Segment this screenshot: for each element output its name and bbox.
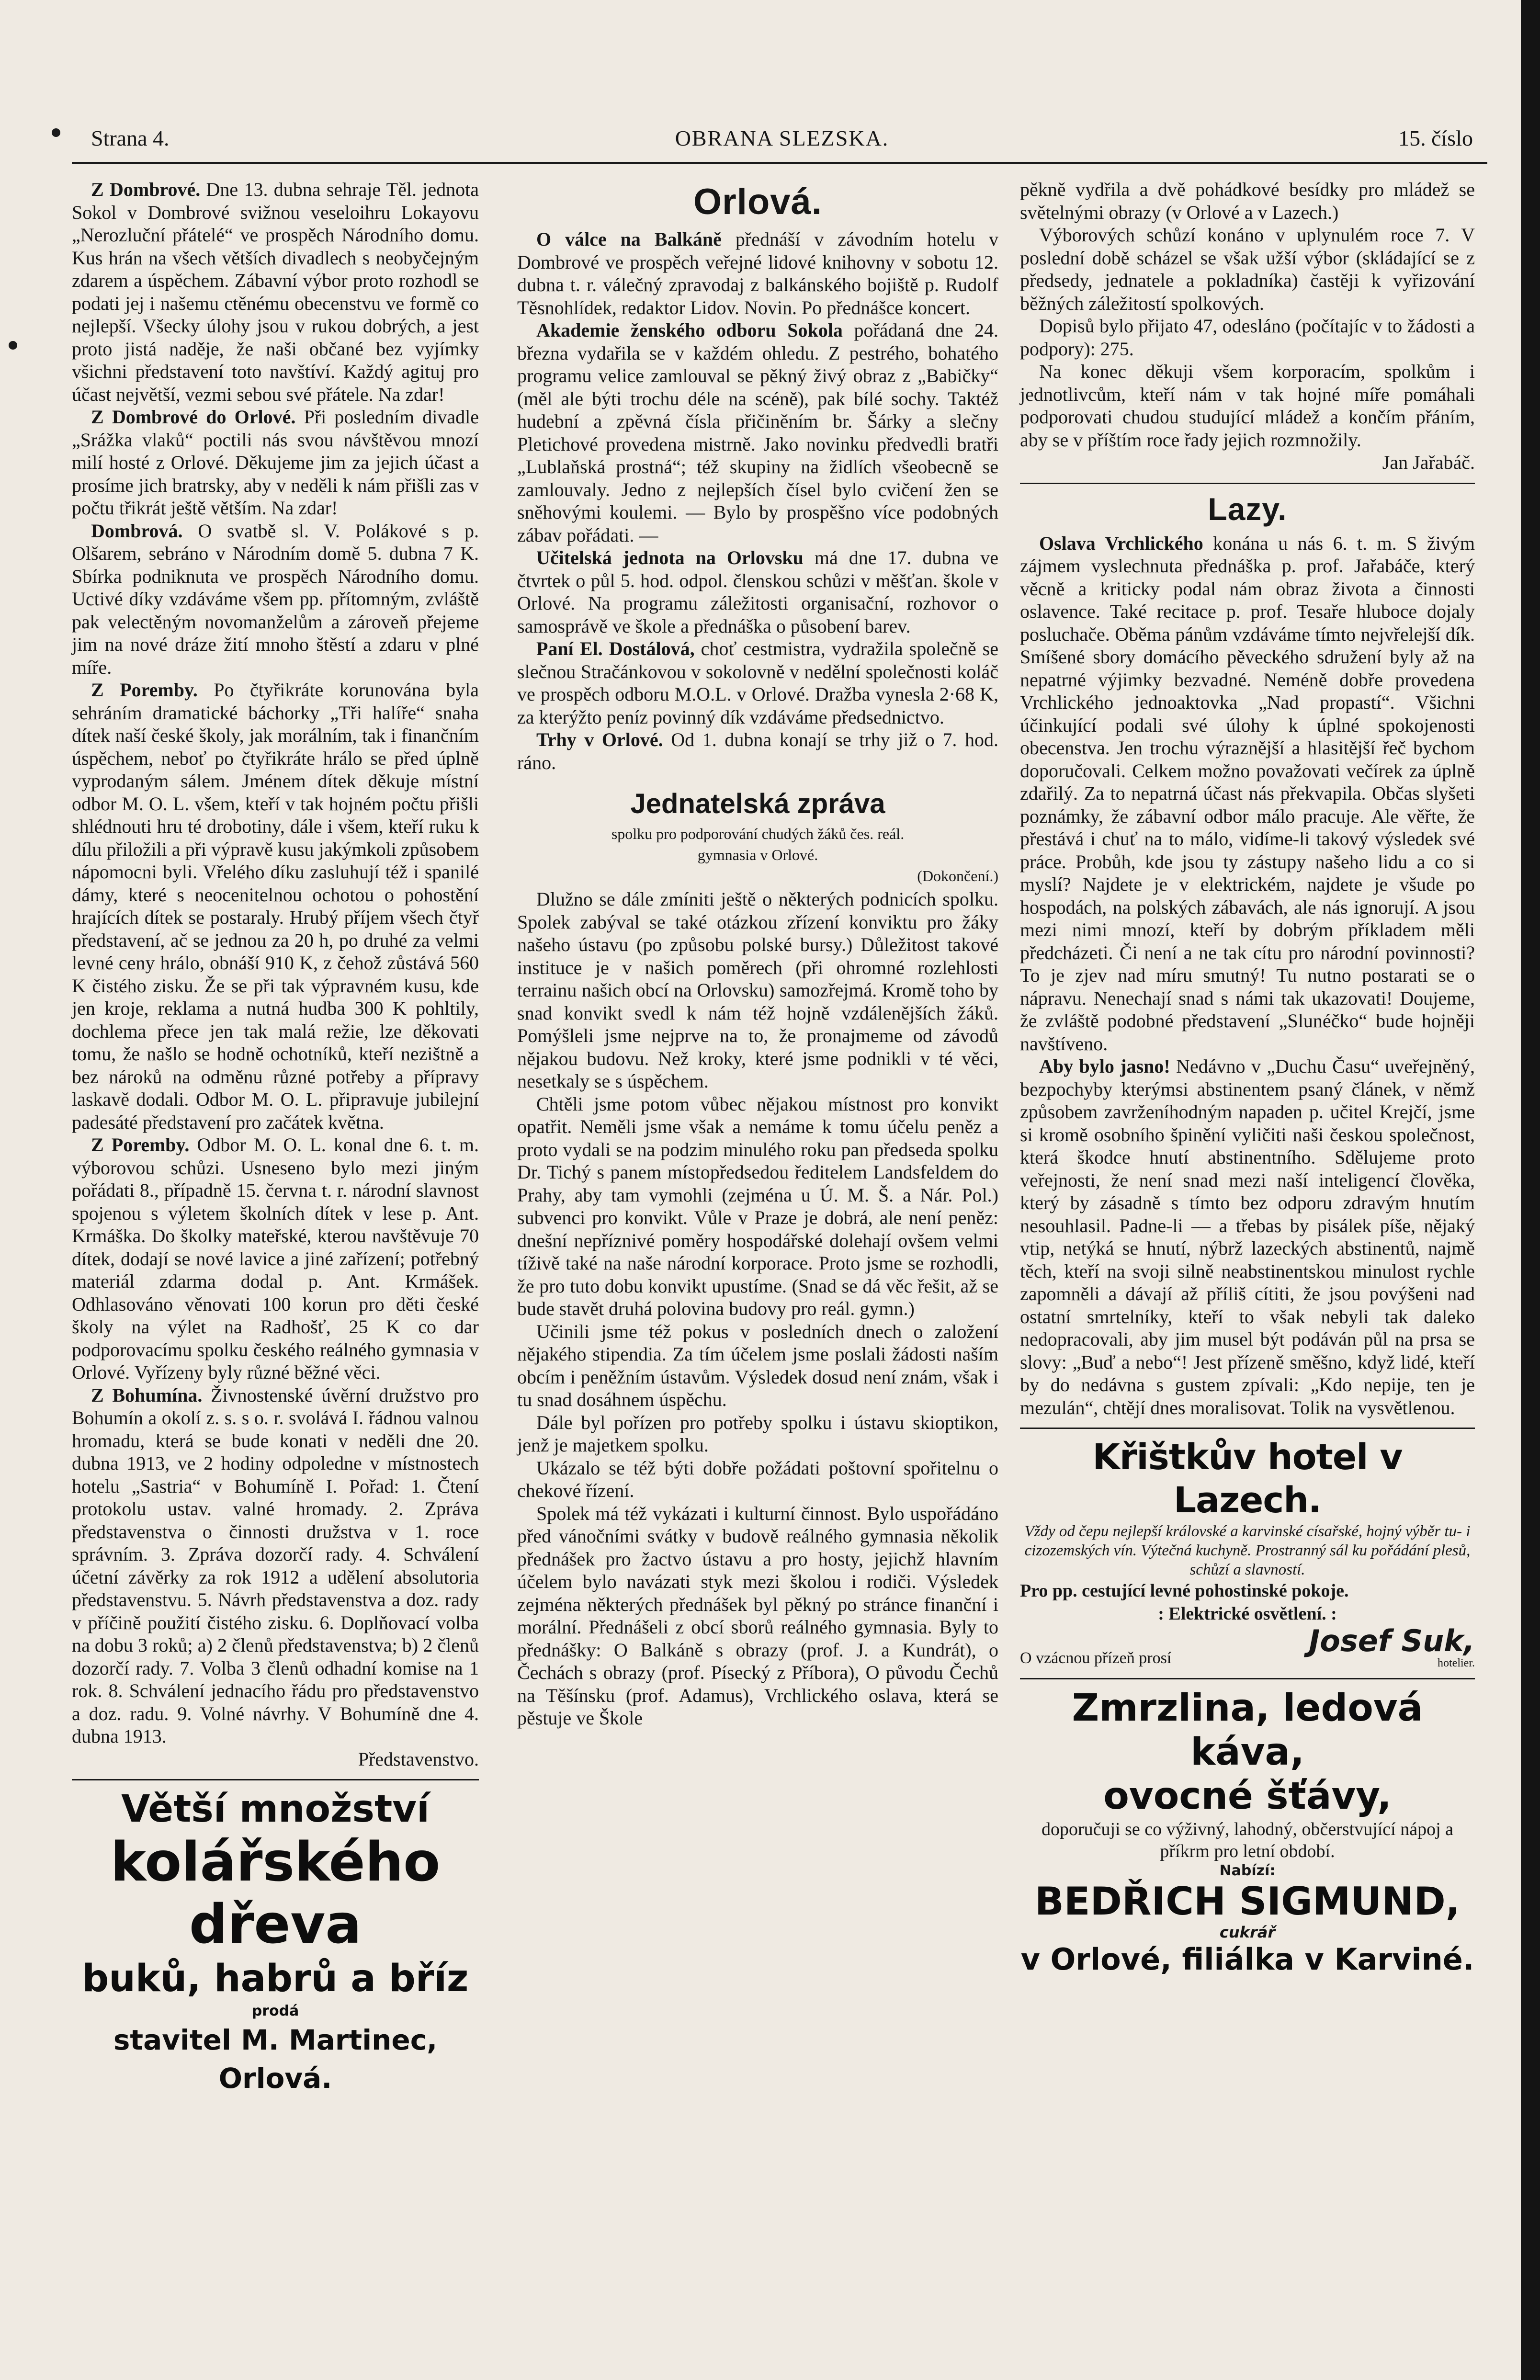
section-heading-orlova: Orlová.	[693, 181, 822, 222]
report-paragraph: Výborových schůzí konáno v uplynulém roce 7. V poslední době scházel se však užší výbor (skládající se z předsedy, jednatele a pokladníka) častěji k vyřizování běžných záležitostí spolkových.	[1020, 224, 1475, 314]
signature-jarabac: Jan Jařabáč.	[1382, 452, 1475, 473]
advert-zmrzlina-title: Zmrzlina, ledová káva,	[1072, 1687, 1423, 1774]
divider	[1020, 1678, 1475, 1679]
article-akademie: Akademie ženského odboru Sokola pořádaná dne 24. března vydařila se v každém ohledu. Z pestrého, bohatého programu velice zamlouval se pěkný živý obraz z „Babičky“ (měl ale býti trochu déle na scéně), pak bílé sochy. Taktéž hudební a zpěvná čísla přičiněním br. Šárky a slečny Pletichové provedena mistrně. Jako novinku předvedli bratři „Lublaňská prostná“; též skupiny na židlích všeobecně se zamlouvaly. Jedno z nejlepších čísel bylo cvičení žen se sněhovými koulemi. — Bylo by prospěšno více podobných zábav pořádati. —	[517, 319, 999, 546]
advert-zmrzlina-location: v Orlové, filiálka v Karviné.	[1020, 1942, 1474, 1977]
advert-hotel-title: Křištkův hotel v Lazech.	[1092, 1437, 1403, 1521]
signature-predstavenstvo: Představenstvo.	[358, 1748, 479, 1770]
divider	[1020, 1428, 1475, 1429]
punch-hole-mark	[9, 341, 17, 350]
article-ucitelska-jednota: Učitelská jednota na Orlovsku má dne 17. dubna ve čtvrtek o půl 5. hod. odpol. členskou schůzi v měšťan. škole v Orlové. Na programu záležitosti organisační, rozhovor o samosprávě ve škole a přednáška o působení barev.	[517, 547, 998, 637]
column-middle	[517, 178, 998, 1730]
report-paragraph: Na konec děkuji všem korporacím, spolkům i jednotlivcům, kteří nám v tak hojné míře pomáhali podporovati chudou studující mládež a končím přáním, aby se v příštím roce řady jejich rozmnožily.	[1020, 361, 1475, 451]
divider	[72, 1779, 479, 1780]
ad-line-3: buků, habrů a bříz	[82, 1957, 469, 2000]
advert-hotel-owner: Josef Suk,	[1309, 1623, 1475, 1658]
masthead-title: OBRANA SLEZSKA.	[675, 126, 889, 150]
subheading-1: spolku pro podporování chudých žáků čes. reál.	[611, 825, 905, 842]
report-continued: pěkně vydřila a dvě pohádkové besídky pro mládež se světelnými obrazy (v Orlové a v Lazech.)	[1020, 179, 1475, 223]
article-bohumin: Z Bohumína. Živnostenské úvěrní družstvo pro Bohumín a okolí z. s. s o. r. svolává I. řádnou valnou hromadu, která se bude konati v neděli dne 20. dubna 1913, ve 2 hodiny odpoledne v místnostech hotelu „Sastria“ v Bohumíně I. Pořad: 1. Čtení protokolu ustav. valné hromady. 2. Zpráva představenstva o činnosti družstva v 1. roce správním. 3. Zpráva dozorčí rady. 4. Schválení účetní závěrky za rok 1912 a udělení absolutoria představenstvu. 5. Návrh představenstva a doz. rady v příčině použití čistého zisku. 6. Doplňovací volba na dobu 3 roků; a) 2 členů představenstva; b) 2 členů dozorčí rady. 7. Volba 3 členů odhadní komise na 1 rok. 8. Schválení jednacího řádu pro představenstvo a doz. radu. 9. Volné návrhy. V Bohumíně dne 4. dubna 1913.	[72, 1384, 479, 1747]
header-rule	[72, 162, 1487, 164]
section-heading-jednatelska: Jednatelská zpráva	[630, 788, 885, 819]
advert-zmrzlina-title-2: ovocné šťávy,	[1103, 1775, 1392, 1818]
advert-hotel-text: Vždy od čepu nejlepší královské a karvinské císařské, hojný výběr tu- i cizozemských vín. Výtečná kuchyně. Prostranný sál ku pořádání plesů, schůzí a slavností.	[1024, 1523, 1471, 1578]
advert-zmrzlina-nabizi: Nabízí:	[1219, 1862, 1276, 1879]
advert-martinec	[72, 1787, 479, 2097]
column-right	[1020, 178, 1475, 1978]
ad-line-2: kolářského dřeva	[110, 1831, 441, 1956]
report-paragraph: Spolek má též vykázati i kulturní činnost. Bylo uspořádáno před vánočními svátky v budově reálného gymnasia několik přednášek pro žactvo ústavu a pro hosty, jejichž hlavním účelem bylo navázati styk mezi školou i rodiči. Výsledek zejména některých přednášek byl pěkný po stránce finanční i morální. Přednášeli z obcí sborů reálného gymnasia. Byly to přednášky: O Balkáně s obrazy (prof. J. a Kundrát), o Čechách s obrazy (prof. Písecký z Příbora), O původu Čechů na Těšínsku (prof. Adamus), Vrchlického oslava, která se pěstuje ve Škole	[517, 1502, 998, 1729]
article-oslava: Oslava Vrchlického konána u nás 6. t. m. S živým zájmem vyslechnuta přednáška p. prof. Jařabáče, který věcně a kriticky podal nám obraz života a činnosti oslavence. Také recitace p. prof. Tesaře hluboce dojaly posluchače. Oběma pánům vzdáváme tímto nejvřelejší dík. Smíšené sbory domácího pěveckého sdružení byly až na nepatrné výjimky bezvadné. Neméně dobře provedena Vrchlického jednoaktovka „Nad propastí“. Všichni účinkující podali své úlohy k úplné spokojenosti obecenstva. Jen trochu výraznější a hlasitější řeč bychom doporučovali. Celkem možno považovati večírek za úplně zdařilý. Za to nepatrná účast nás překvapila. Občas slyšeti poznámky, že zábavní odbor málo pracuje. Ale věřte, že přestává i chuť na to málo, vidíme-li takový výsledek své práce. Probůh, kde jsou ty zástupy našeho lidu a co si myslí? Najdete je v elektrickém, najdete je všude po hospodách, na polských zábavách, ale nás ignorují. A jsou mezi nimi mnozí, kteří by dobrým příkladem měli předcházeti. Či není a ne tak cítu pro národní povinnosti? To je zjev nad míru smutný! Tu nutno postarati se o nápravu. Nenechají snad s námi tak ukazovati! Doujeme, že zvláště podobné představení „Slunéčko“ bude hojněji navštíveno.	[1020, 532, 1475, 1054]
article-trhy: Trhy v Orlové. Od 1. dubna konají se trhy již o 7. hod. ráno.	[517, 729, 999, 773]
report-paragraph: Chtěli jsme potom vůbec nějakou místnost pro konvikt opatřit. Neměli jsme však a nemáme k tomu účelu peněz a proto vydali se na podzim minulého roku pan předseda spolku Dr. Tichý s panem místopředsedou ředitelem Landsfeldem do Prahy, aby tam vymohli (zejména u Ú. M. Š. a Nár. Pol.) subvenci pro konvikt. Vůle v Praze je dobrá, ale není peněz: dnešní nepříznivé poměry hospodářské dolehají ovšem velmi tíživě také na naše národní korporace. Proto jsme se rozhodli, že pro tuto dobu konvikt upustíme. (Snad se dá věc řešit, až se bude stavět druhá polovina budovy pro reál. gymn.)	[517, 1093, 998, 1319]
subheading-2: gymnasia v Orlové.	[697, 846, 818, 863]
page-header	[91, 125, 1473, 159]
article-valka-balkan: O válce na Balkáně přednáší v závodním hotelu v Dombrové ve prospěch veřejné lidové knihovny v sobotu 12. dubna t. r. válečný zpravodaj z balkánského bojiště p. Rudolf Těsnohlídek, redaktor Lidov. Novin. Po přednášce koncert.	[517, 228, 998, 318]
article-dombrova-svatba: Dombrová. O svatbě sl. V. Polákové s p. Olšarem, sebráno v Národním domě 5. dubna 7 K. Sbírka podniknuta ve prospěch Národního domu. Uctivé díky vzdáváme všem pp. přítomným, zvláště pak velectěným novomanželům a zároveň přejeme jim na nové dráze žití mnoho štěstí a zdaru v plné míře.	[72, 520, 479, 678]
article-dostalova: Paní El. Dostálová, choť cestmistra, vydražila společně se slečnou Stračánkovou v sokolovně v nedělní společnosti koláč ve prospěch odboru M.O.L. v Orlové. Dražba vynesla 2·68 K, za kterýžto peníz povinný dík vzdáváme předsednictvo.	[517, 638, 998, 728]
advert-hotel-request: O vzácnou přízeň prosí	[1020, 1649, 1172, 1667]
advert-hotel-role: hotelier.	[1438, 1657, 1475, 1669]
advert-zmrzlina-role: cukrář	[1219, 1923, 1276, 1941]
report-paragraph: Dále byl pořízen pro potřeby spolku i ústavu skioptikon, jenž je majetkem spolku.	[517, 1411, 998, 1456]
scan-edge	[1521, 0, 1540, 2380]
section-heading-lazy: Lazy.	[1208, 491, 1287, 527]
article-dombrova: Z Dombrové. Dne 13. dubna sehraje Těl. jednota Sokol v Dombrové svižnou veseloihru Lokayovu „Nerozluční přátelé“ ve prospěch Národního domu. Kus hrán na všech větších divadlech s neobyčejným zdarem a úspěchem. Zábavní výbor proto rozhodl se podati jej i našemu ctěnému obecenstvu ve formě co nejlepší. Všecky úlohy jsou v rukou dobrých, a jest proto jistá naděje, že naši občané bez vyjímky všichni představení toto navštíví. Každý agituj pro účast největší, vezmi sebou své přátele. Na zdar!	[72, 179, 479, 405]
report-paragraph: Dopisů bylo přijato 47, odesláno (počítajíc v to žádosti a podpory): 275.	[1020, 315, 1475, 360]
report-paragraph: Učinili jsme též pokus v posledních dnech o založení nějakého stipendia. Za tím účelem jsme poslali žádosti naším obcím i peněžním ústavům. Výsledek dosud není znám, však i tu snad dosáhnem úspěchu.	[517, 1320, 998, 1410]
page-number: Strana 4.	[91, 126, 170, 150]
advert-hotel-rooms: Pro pp. cestující levné pohostinské pokoje.	[1020, 1581, 1349, 1601]
article-aby-bylo-jasno: Aby bylo jasno! Nedávno v „Duchu Času“ uveřejněný, bezpochyby kterýmsi abstinentem psaný článek, v němž způsobem zavrženíhodným napaden p. učitel Krejčí, jsme si kromě osobního špinění vyličiti naši českou společnost, která škodce hnutí abstinentního. Sdělujeme proto veřejnosti, že není snad mezi naší inteligencí člověka, který by zásadně s tímto bez odporu zdravým hnutím nesouhlasil. Padne-li — a třebas by pisálek píše, nějaký vtip, netýká se hnutí, nýbrž lazeckých abstinentů, najmě těch, kteří na svoji silně neabstinentskou minulost rychle zapomněli a dávají až příliš cítiti, že jsou povýšeni nad ostatní smrtelníky, kteří to však nebyli tak daleko nedopracovali, aby jim musel být podáván půl na prsa se slovy: „Buď a nebo“! Jest přízeně směšno, když lidé, kteří by do nedávna s gustem zpívali: „Kdo nepije, ten je mezulán“, chtějí dnes moralisovat. Tolik na vysvětlenou.	[1020, 1055, 1475, 1418]
advert-zmrzlina-owner: BEDŘICH SIGMUND,	[1034, 1879, 1461, 1924]
article-dombrova-orlova: Z Dombrové do Orlové. Při posledním divadle „Srážka vlaků“ poctili nás svou návštěvou mnozí milí hosté z Orlové. Děkujeme jim za jejich účast a prosíme jich bratrsky, aby v neděli k nám přišli zas v počtu třikrát ještě větším. Na zdar!	[72, 406, 479, 519]
article-poremba-1: Z Poremby. Po čtyřikráte korunována byla sehráním dramatické báchorky „Tři halíře“ snaha dítek naší české školy, jak morálním, tak i finančním úspěchem, neboť po čtyřikráte hrálo se před úplně vyprodaným sálem. Jménem dítek děkuje místní odbor M. O. L. všem, kteří v tak hojném počtu přišli shlédnouti hru té drobotiny, dále i všem, kteří ruku k dílu přiložili a při výpravě kusu jakýmkoli způsobem nápomocni byli. Vřelého díku zasluhují též i spanilé dámy, které s neocenitelnou ochotou o pohostění hrajících dítek se postaraly. Hrubý příjem všech čtyř představení, ač se jednou za 20 h, po druhé za velmi levné ceny hrálo, obnáší 910 K, z čehož zůstává 560 K čistého zisku. Že se při tak výpravném kusu, kde jen kroje, reklama a nutná hudba 300 K pohltily, dochlema přece jen tak malá režie, lze děkovati tomu, že našlo se hodně ochotníků, kteří nezištně a bez nároků na odměnu různé potřeby a přípravy laskavě dodali. Odbor M. O. L. připravuje jubilejní padesáté představení pro začátek května.	[72, 679, 479, 1133]
ad-line-1: Větší množství	[121, 1788, 430, 1831]
report-paragraph: Ukázalo se též býti dobře požádati poštovní spořitelnu o chekové řízení.	[517, 1457, 998, 1501]
advert-zmrzlina-text: doporučuji se co výživný, lahodný, občerstvující nápoj a příkrm pro letní období.	[1041, 1819, 1454, 1861]
divider	[1020, 483, 1475, 484]
continuation-note: (Dokončení.)	[917, 867, 998, 884]
advert-hotel-light: : Elektrické osvětlení. :	[1158, 1604, 1337, 1624]
ad-line-4: prodá	[251, 2003, 299, 2019]
bullet-mark	[52, 128, 60, 137]
report-paragraph: Dlužno se dále zmíniti ještě o některých podnicích spolku. Spolek zabýval se také otázkou zřízení konviktu pro žáky našeho ústavu (po způsobu polské bursy.) Důležitost takové instituce je v našich poměrech (při ohromné rozlehlosti terrainu našich obcí na Orlovsku) samozřejmá. Kromě toho by snad konvikt svedl k nám též hojně vzdálenějších žáků. Pomýšleli jsme nejprve na to, že pronajmeme od závodů nějakou budovu. Než kroky, které jsme podnikli v té věci, nesetkaly se s úspěchem.	[517, 888, 998, 1092]
ad-line-5: stavitel M. Martinec, Orlová.	[113, 2024, 438, 2095]
issue-number: 15. číslo	[1398, 126, 1473, 150]
article-poremba-2: Z Poremby. Odbor M. O. L. konal dne 6. t. m. výborovou schůzi. Usneseno bylo mezi jiným pořádati 8., případně 15. června t. r. národní slavnost spojenou s výletem školních dítek v lese p. Ant. Krmáška. Do školky mateřské, kterou navštěvuje 70 dítek, dodají se nové lavice a jiné zařízení; potřebný materiál zdarma dodal p. Ant. Krmášek. Odhlasováno věnovati 100 korun pro děti české školy na výlet na Radhošť, 25 K co dar podporovacímu spolku českého reálného gymnasia v Orlové. Vyřízeny byly různé běžné věci.	[72, 1134, 479, 1383]
advert-hotel-sign	[1020, 1625, 1475, 1669]
column-left	[72, 178, 479, 2097]
